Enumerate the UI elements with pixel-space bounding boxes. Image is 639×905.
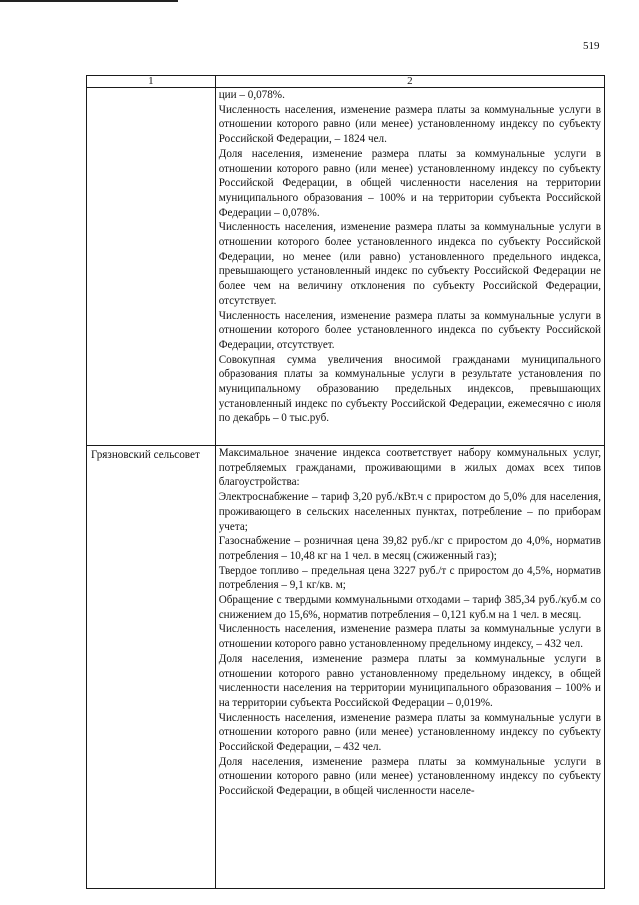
description-cell xyxy=(215,88,604,446)
paragraph: Электроснабжение – тариф 3,20 руб./кВт.ч с приростом до 5,0% для населения, проживающего в сельских населенных пунктах, потребление – по приборам учета; xyxy=(218,491,601,533)
top-rule xyxy=(0,0,178,2)
paragraph: Численность населения, изменение размера платы за коммунальные услуги в отношении которого равно (или менее) установленному индексу по субъекту Российской Федерации, – 432 чел. xyxy=(218,711,601,754)
table-row xyxy=(87,88,605,446)
table-header-row xyxy=(87,76,605,88)
paragraph: Твердое топливо – предельная цена 3227 руб./т с приростом до 4,5%, норматив потребления – 9,1 кг/кв. м; xyxy=(218,564,601,592)
municipality-name-cell xyxy=(87,88,216,446)
column-header-2: 2 xyxy=(215,76,604,88)
document-table xyxy=(86,75,605,889)
paragraph: Численность населения, изменение размера платы за коммунальные услуги в отношении которого более установленного индекса по субъекту Российской Федерации, отсутствует. xyxy=(218,309,601,351)
paragraph: Доля населения, изменение размера платы за коммунальные услуги в отношении которого равно установленному предельному индексу, в общей численности населения на территории муниципального образования – 100% и на территории субъекта Российской Федерации – 0,019%. xyxy=(218,652,601,709)
paragraph: Численность населения, изменение размера платы за коммунальные услуги в отношении которого равно установленному предельному индексу, – 432 чел. xyxy=(218,623,601,651)
paragraph: Обращение с твердыми коммунальными отходами – тариф 385,34 руб./куб.м со снижением до 15,6%, норматив потребления – 0,121 куб.м на 1 чел. в месяц. xyxy=(218,594,601,621)
municipality-name-cell: Грязновский сельсовет xyxy=(87,446,216,889)
paragraph: Доля населения, изменение размера платы за коммунальные услуги в отношении которого равно (или менее) установленному индексу по субъекту Российской Федерации, в общей численности населения на территории муниципального образования – 100% и на территории субъекта Российской Федерации – 0,078%. xyxy=(218,147,601,219)
description-cell xyxy=(215,446,604,889)
paragraph: Совокупная сумма увеличения вносимой гражданами муниципального образования платы за коммунальные услуги в результате установления по муниципальному образованию предельных индексов, превышающих установленный индекс по субъекту Российской Федерации, ежемесячно с июля по декабрь – 0 тыс.руб. xyxy=(218,353,601,425)
column-header-1: 1 xyxy=(87,76,216,88)
paragraph: ции – 0,078%. xyxy=(218,89,285,101)
page-number: 519 xyxy=(583,40,600,52)
paragraph: Численность населения, изменение размера платы за коммунальные услуги в отношении которого равно (или менее) установленному индексу по субъекту Российской Федерации, – 1824 чел. xyxy=(218,103,601,146)
paragraph: Максимальное значение индекса соответствует набору коммунальных услуг, потребляемых гражданами, проживающими в жилых домах всех типов благоустройства: xyxy=(218,447,601,489)
paragraph: Газоснабжение – розничная цена 39,82 руб./кг с приростом до 4,0%, норматив потребления – 10,48 кг на 1 чел. в месяц (сжиженный газ); xyxy=(218,535,601,562)
table-row xyxy=(87,446,605,889)
paragraph: Доля населения, изменение размера платы за коммунальные услуги в отношении которого равно (или менее) установленному индексу по субъекту Российской Федерации, в общей численности населе- xyxy=(218,755,601,798)
paragraph: Численность населения, изменение размера платы за коммунальные услуги в отношении которого более установленного индекса по субъекту Российской Федерации, но менее (или равно) установленного предельного индекса, превышающего установленный индекс по субъекту Российской Федерации не более чем на величину отклонения по субъекту Российской Федерации, отсутствует. xyxy=(218,221,601,307)
